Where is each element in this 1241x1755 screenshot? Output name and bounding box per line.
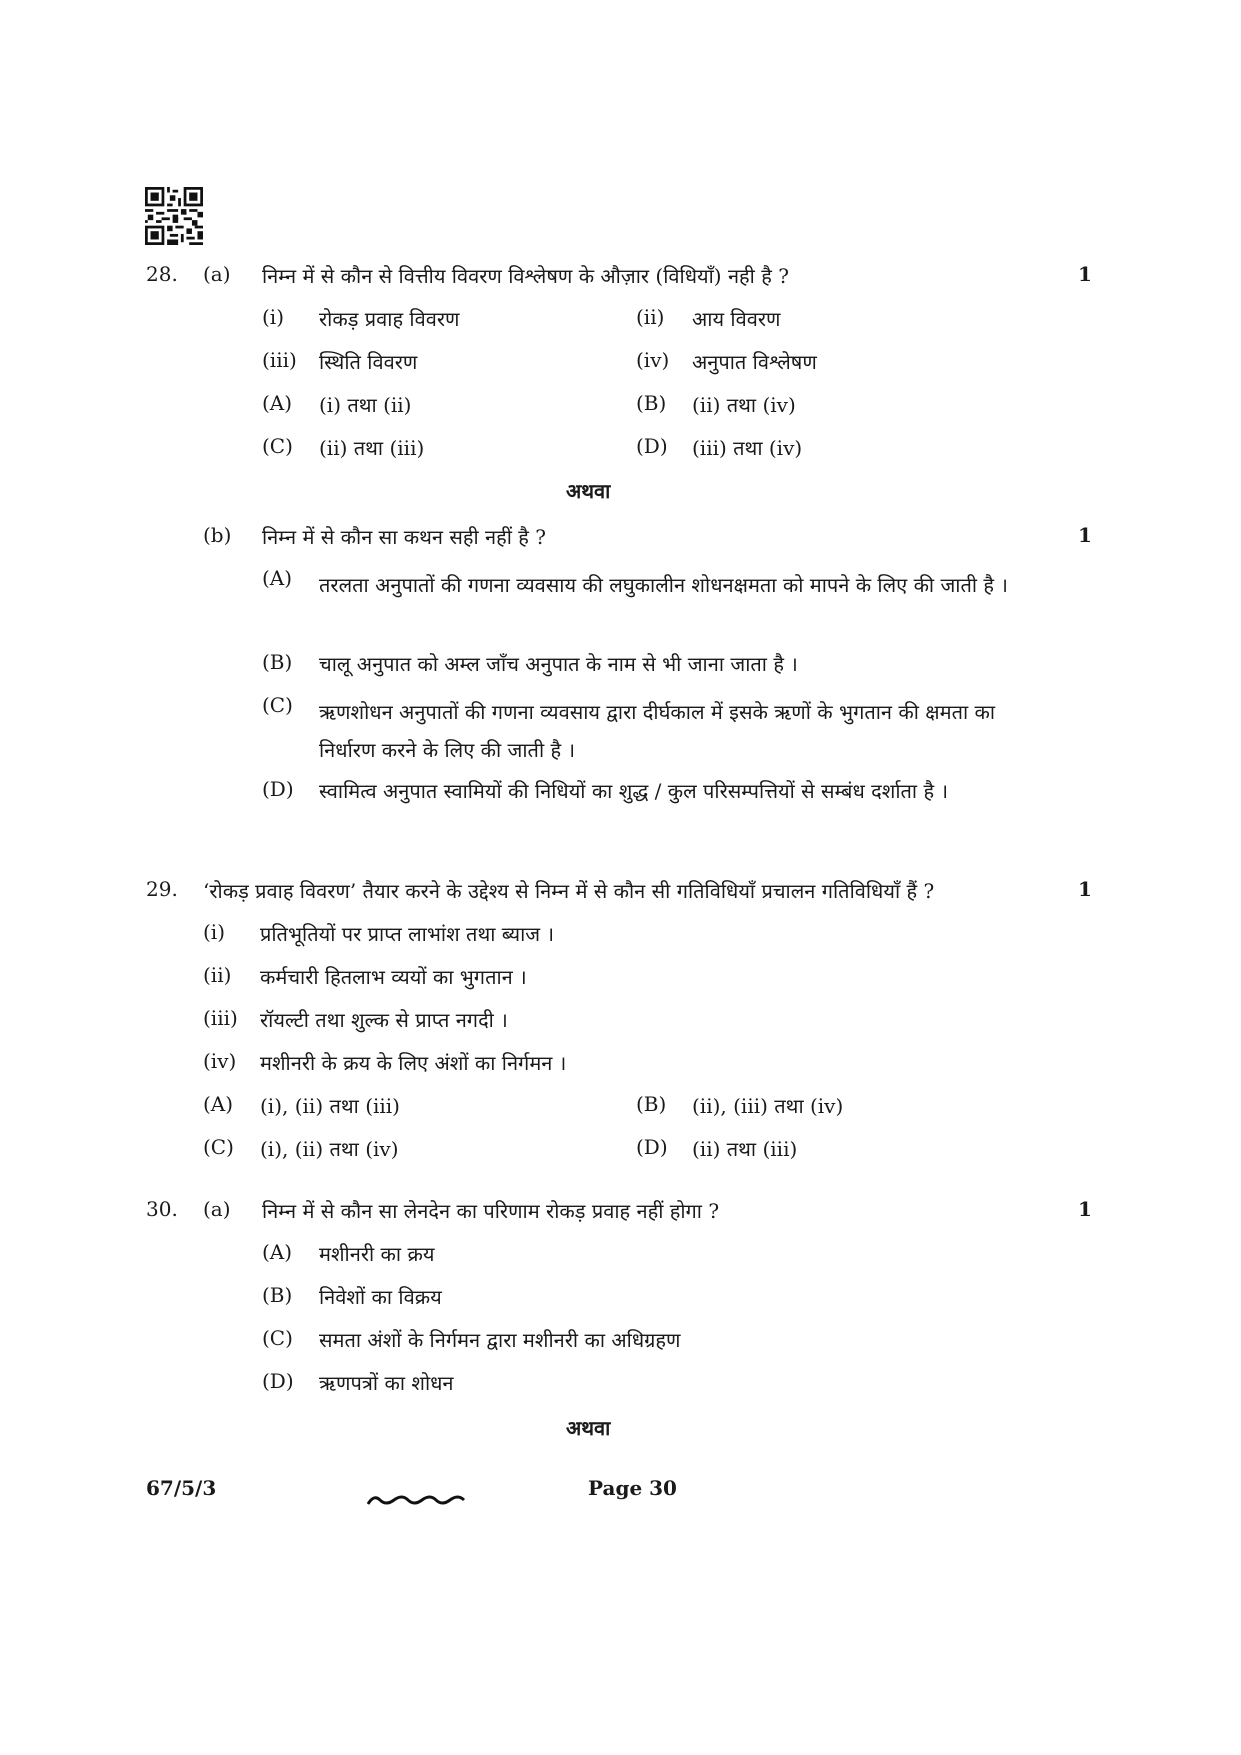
question-text: निम्न में से कौन सा लेनदेन का परिणाम रोकड़ प्रवाह नहीं होगा ?	[262, 1199, 720, 1223]
option-text: ऋणपत्रों का शोधन	[319, 1371, 454, 1395]
item-label: (iv)	[636, 348, 670, 372]
option-text: समता अंशों के निर्गमन द्वारा मशीनरी का अधिग्रहण	[319, 1328, 681, 1352]
option-text: ऋणशोधन अनुपातों की गणना व्यवसाय द्वारा दीर्घकाल में इसके ऋणों के भुगतान की क्षमता का निर्धारण करने के लिए की जाती है ।	[319, 700, 996, 762]
or-separator: अथवा	[566, 1416, 611, 1440]
question-number: 30.	[146, 1197, 178, 1221]
marks: 1	[1078, 877, 1092, 901]
page-number: Page 30	[588, 1476, 677, 1500]
option-label: (D)	[636, 434, 668, 458]
qr-code-icon	[145, 187, 203, 245]
option-text: (i), (ii) तथा (iv)	[260, 1137, 399, 1161]
option-text: तरलता अनुपातों की गणना व्यवसाय की लघुकालीन शोधनक्षमता को मापने के लिए की जाती है ।	[319, 573, 1008, 597]
option-text: स्वामित्व अनुपात स्वामियों की निधियों का शुद्ध / कुल परिसम्पत्तियों से सम्बंध दर्शाता है ।	[319, 779, 949, 803]
option-text: (i) तथा (ii)	[319, 393, 412, 417]
item-label: (iv)	[203, 1049, 237, 1073]
option-text: (ii), (iii) तथा (iv)	[692, 1094, 844, 1118]
question-text: निम्न में से कौन सा कथन सही नहीं है ?	[262, 525, 546, 549]
marks: 1	[1078, 1197, 1092, 1221]
option-text: (ii) तथा (iv)	[692, 393, 796, 417]
question-number: 29.	[146, 877, 178, 901]
marks: 1	[1078, 523, 1092, 547]
option-text: (ii) तथा (iii)	[692, 1137, 798, 1161]
question-text: ‘रोकड़ प्रवाह विवरण’ तैयार करने के उद्देश्य से निम्न में से कौन सी गतिविधियाँ प्रचालन गतिविधियाँ हैं ?	[203, 879, 935, 903]
question-text: निम्न में से कौन से वित्तीय विवरण विश्लेषण के औज़ार (विधियाँ) नही है ?	[262, 264, 789, 288]
option-text: (iii) तथा (iv)	[692, 436, 803, 460]
option-text: (ii) तथा (iii)	[319, 436, 425, 460]
option-label: (D)	[262, 1369, 294, 1393]
item-text: कर्मचारी हितलाभ व्ययों का भुगतान ।	[260, 965, 527, 989]
item-text: रॉयल्टी तथा शुल्क से प्राप्त नगदी ।	[260, 1008, 508, 1032]
wave-ornament-icon	[366, 1490, 470, 1510]
question-number: 28.	[146, 262, 178, 286]
item-label: (i)	[203, 920, 226, 944]
item-label: (i)	[262, 305, 285, 329]
item-text: मशीनरी के क्रय के लिए अंशों का निर्गमन ।	[260, 1051, 567, 1075]
option-text: (i), (ii) तथा (iii)	[260, 1094, 400, 1118]
option-label: (D)	[636, 1135, 668, 1159]
option-label: (B)	[636, 1092, 667, 1116]
item-label: (ii)	[203, 963, 232, 987]
item-label: (iii)	[262, 348, 297, 372]
option-label: (D)	[262, 777, 294, 801]
paper-code: 67/5/3	[146, 1476, 217, 1500]
marks: 1	[1078, 262, 1092, 286]
item-text: स्थिति विवरण	[319, 350, 418, 374]
option-label: (A)	[262, 566, 293, 590]
item-text: रोकड़ प्रवाह विवरण	[319, 307, 460, 331]
question-part-label: (b)	[203, 523, 232, 547]
option-label: (A)	[262, 1240, 293, 1264]
option-label: (C)	[262, 434, 293, 458]
option-label: (C)	[203, 1135, 234, 1159]
item-text: आय विवरण	[692, 307, 781, 331]
option-label: (A)	[262, 391, 293, 415]
option-label: (C)	[262, 1326, 293, 1350]
question-part-label: (a)	[203, 1197, 231, 1221]
option-label: (A)	[203, 1092, 234, 1116]
question-part-label: (a)	[203, 262, 231, 286]
option-label: (C)	[262, 693, 293, 717]
item-text: प्रतिभूतियों पर प्राप्त लाभांश तथा ब्याज ।	[260, 922, 555, 946]
item-text: अनुपात विश्लेषण	[692, 350, 817, 374]
or-separator: अथवा	[566, 479, 611, 503]
option-text: मशीनरी का क्रय	[319, 1242, 435, 1266]
item-label: (iii)	[203, 1006, 238, 1030]
option-label: (B)	[262, 650, 293, 674]
option-label: (B)	[262, 1283, 293, 1307]
option-text: चालू अनुपात को अम्ल जाँच अनुपात के नाम से भी जाना जाता है ।	[319, 652, 798, 676]
item-label: (ii)	[636, 305, 665, 329]
option-text: निवेशों का विक्रय	[319, 1285, 442, 1309]
option-label: (B)	[636, 391, 667, 415]
